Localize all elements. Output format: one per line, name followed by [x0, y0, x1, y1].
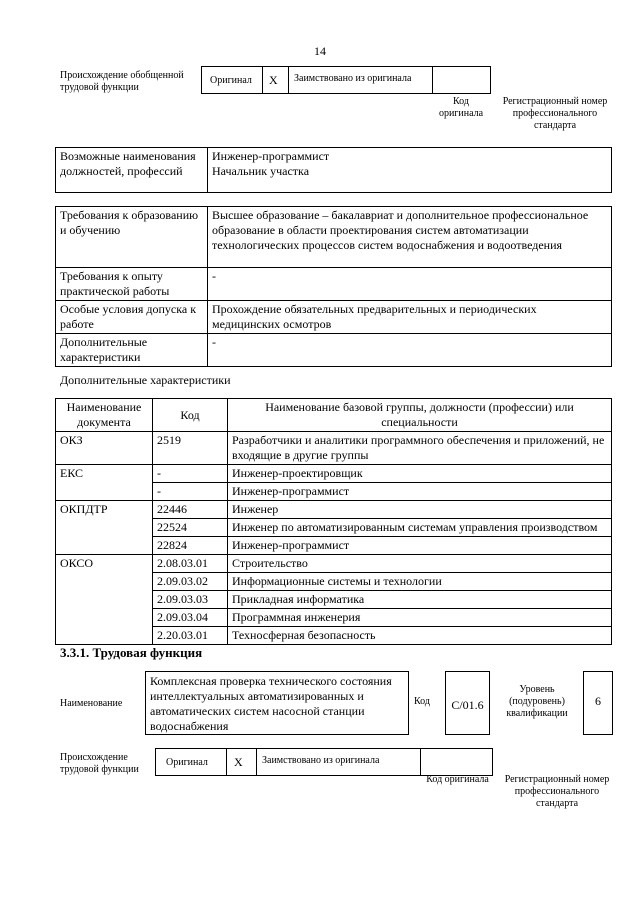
header-doc: Наименование документа: [56, 399, 153, 432]
origin-box: [155, 748, 493, 776]
position-line: Начальник участка: [212, 164, 310, 178]
name-cell: Инженер-программист: [228, 537, 612, 555]
doc-cell: ОКЗ: [56, 432, 153, 465]
doc-cell: ОКСО: [56, 555, 153, 645]
name-cell: Техносферная безопасность: [228, 627, 612, 645]
name-cell: Программная инженерия: [228, 609, 612, 627]
level-label: Уровень (подуровень) квалификации: [506, 684, 568, 719]
code-cell: -: [153, 465, 228, 483]
original-mark: X: [269, 73, 278, 87]
code-cell: 2.09.03.03: [153, 591, 228, 609]
name-label: Наименование: [60, 698, 123, 709]
code-cell: 2.09.03.02: [153, 573, 228, 591]
code-cell: 22446: [153, 501, 228, 519]
doc-cell: ОКПДТР: [56, 501, 153, 555]
name-value: Комплексная проверка технического состояния интеллектуальных автоматизированных и автоматических систем насосной станции водоснабжения: [145, 671, 409, 735]
requirement-label: Требования к образованию и обучению: [56, 207, 208, 268]
code-cell: -: [153, 483, 228, 501]
original-label: Оригинал: [210, 75, 252, 86]
name-cell: Прикладная информатика: [228, 591, 612, 609]
positions-table: [55, 147, 612, 193]
name-cell: Разработчики и аналитики программного обеспечения и приложений, не входящие в другие группы: [228, 432, 612, 465]
name-cell: Инженер: [228, 501, 612, 519]
code-label: Код: [414, 696, 430, 707]
name-cell: Строительство: [228, 555, 612, 573]
code-original-label: Код оригинала: [438, 96, 484, 119]
original-label: Оригинал: [166, 757, 208, 768]
code-cell: 2.09.03.04: [153, 609, 228, 627]
borrowed-label: Заимствовано из оригинала: [262, 755, 380, 766]
position-line: Инженер-программист: [212, 149, 330, 163]
origin-box: [201, 66, 491, 94]
reg-number-label: Регистрационный номер профессионального стандарта: [504, 774, 610, 809]
requirement-value: Высшее образование – бакалавриат и дополнительное профессиональное образование в области проектирования систем автоматизации технологических процессов систем водоснабжения и водоотведения: [208, 207, 612, 268]
code-cell: 22824: [153, 537, 228, 555]
additional-title: Дополнительные характеристики: [60, 373, 231, 387]
page-number: 14: [314, 44, 326, 58]
borrowed-label: Заимствовано из оригинала: [294, 73, 412, 84]
code-original-label: Код оригинала: [426, 774, 489, 785]
additional-table: [55, 398, 612, 645]
reg-number-label: Регистрационный номер профессионального стандарта: [502, 96, 608, 131]
name-cell: Инженер-программист: [228, 483, 612, 501]
code-cell: 2.08.03.01: [153, 555, 228, 573]
header-code: Код: [153, 399, 228, 432]
section-heading: 3.3.1. Трудовая функция: [60, 645, 203, 660]
original-mark: X: [234, 755, 243, 769]
requirement-value: -: [208, 334, 612, 367]
positions-label: Возможные наименования должностей, профессий: [56, 148, 208, 193]
code-cell: 2.20.03.01: [153, 627, 228, 645]
header-name: Наименование базовой группы, должности (профессии) или специальности: [228, 399, 612, 432]
code-cell: 2519: [153, 432, 228, 465]
requirement-label: Требования к опыту практической работы: [56, 268, 208, 301]
requirement-label: Дополнительные характеристики: [56, 334, 208, 367]
name-cell: Инженер по автоматизированным системам управления производством: [228, 519, 612, 537]
code-value: C/01.6: [445, 671, 490, 735]
doc-cell: ЕКС: [56, 465, 153, 501]
requirement-value: Прохождение обязательных предварительных и периодических медицинских осмотров: [208, 301, 612, 334]
positions-value: [208, 148, 612, 193]
origin-label: Происхождение обобщенной трудовой функции: [60, 70, 184, 93]
requirement-value: -: [208, 268, 612, 301]
level-value: 6: [583, 671, 613, 735]
requirement-label: Особые условия допуска к работе: [56, 301, 208, 334]
code-cell: 22524: [153, 519, 228, 537]
requirements-table: [55, 206, 612, 367]
name-cell: Инженер-проектировщик: [228, 465, 612, 483]
origin-label: Происхождение трудовой функции: [60, 752, 139, 775]
name-cell: Информационные системы и технологии: [228, 573, 612, 591]
